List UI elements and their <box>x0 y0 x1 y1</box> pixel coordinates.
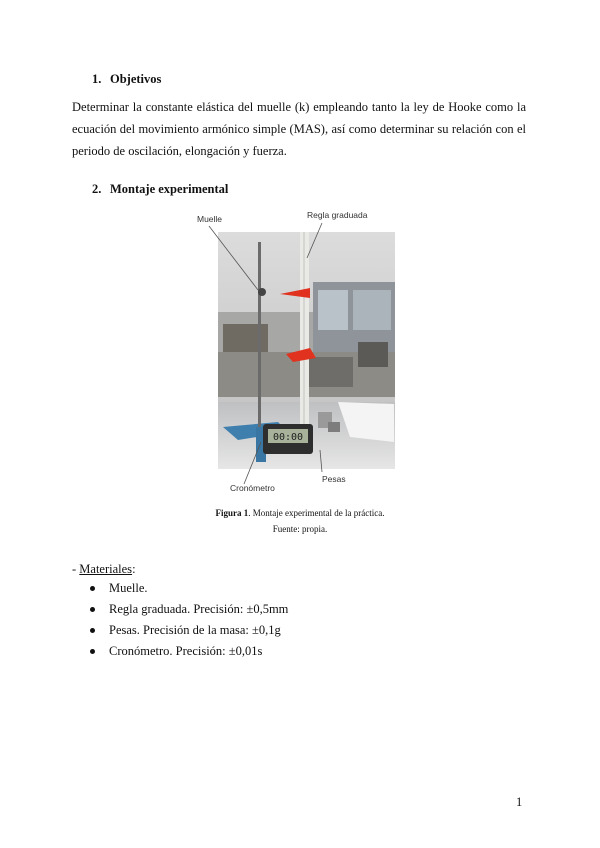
materials-title: Materiales <box>79 562 133 576</box>
stopwatch-display: 00:00 <box>272 432 304 443</box>
list-item-text: Regla graduada. Precisión: ±0,5mm <box>109 602 289 616</box>
section-heading-objetivos <box>92 72 161 87</box>
section-heading-montaje <box>92 182 228 197</box>
figure-caption-text: . Montaje experimental de la práctica. <box>248 508 385 518</box>
figure-source: Fuente: propia. <box>272 524 328 534</box>
section-number: 1. <box>92 72 102 86</box>
label-muelle: Muelle <box>197 214 223 224</box>
section-title: Objetivos <box>110 72 162 86</box>
list-item <box>88 641 288 662</box>
section-title: Montaje experimental <box>110 182 229 196</box>
page-number: 1 <box>516 795 523 809</box>
callout-lines <box>195 210 410 500</box>
figure-caption <box>0 508 600 518</box>
label-cronometro: Cronómetro <box>230 483 275 493</box>
bullet-icon <box>90 586 95 591</box>
list-item <box>88 620 288 641</box>
label-regla-graduada: Regla graduada <box>307 210 368 220</box>
bullet-icon <box>90 607 95 612</box>
bullet-icon <box>90 649 95 654</box>
materials-colon: : <box>132 562 136 576</box>
label-pesas: Pesas <box>322 474 346 484</box>
list-item-text: Muelle. <box>109 581 148 595</box>
list-item-text: Cronómetro. Precisión: ±0,01s <box>109 644 263 658</box>
bullet-icon <box>90 628 95 633</box>
section-number: 2. <box>92 182 102 196</box>
materials-list <box>88 578 288 662</box>
list-item-text: Pesas. Precisión de la masa: ±0,1g <box>109 623 281 637</box>
list-item <box>88 599 288 620</box>
objective-paragraph: Determinar la constante elástica del muelle (k) empleando tanto la ley de Hooke como la ecuación del movimiento armónico simple (MAS), así como determinar su relación con el periodo de oscilación, elongación y fuerza. <box>72 100 526 158</box>
figure-label: Figura 1 <box>215 508 249 518</box>
materials-heading <box>72 562 136 577</box>
experiment-figure <box>195 210 410 500</box>
materials-dash: - <box>72 562 80 576</box>
list-item <box>88 578 288 599</box>
